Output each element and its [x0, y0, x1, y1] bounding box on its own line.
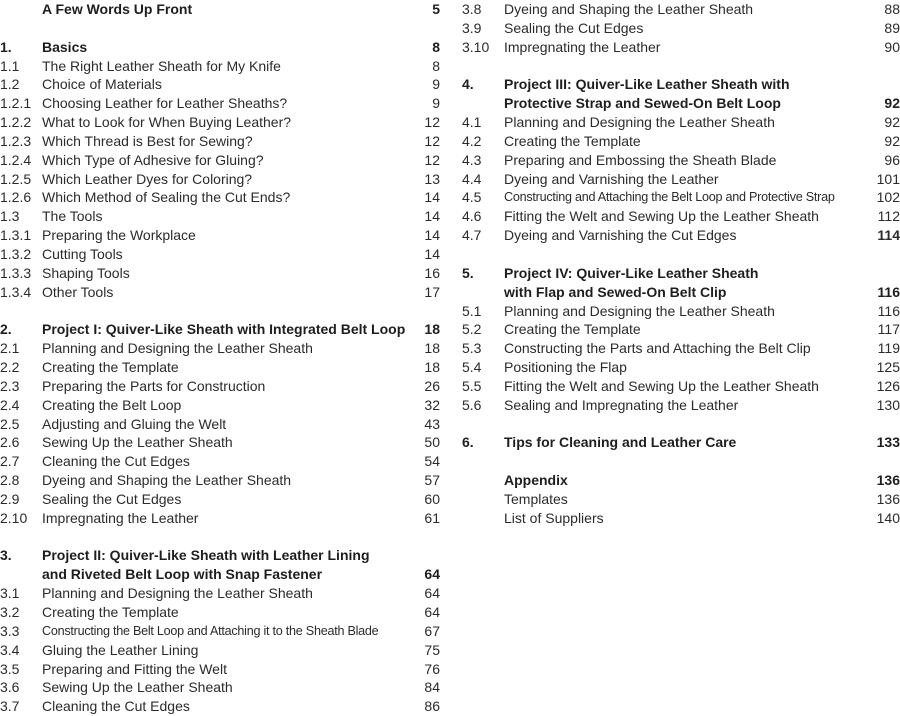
- toc-spacer: [462, 452, 900, 471]
- toc-entry-title: Preparing and Fitting the Welt: [42, 660, 227, 677]
- toc-entry-title: Cleaning the Cut Edges: [42, 698, 190, 715]
- toc-entry-page: 12: [424, 114, 440, 131]
- toc-entry-page: 136: [876, 472, 900, 489]
- toc-entry-title: Project III: Quiver-Like Leather Sheath with: [504, 76, 790, 93]
- toc-entry-number: 2.1: [0, 340, 20, 357]
- toc-entry-title: Choosing Leather for Leather Sheaths?: [42, 95, 288, 112]
- toc-entry[interactable]: [462, 38, 900, 57]
- toc-entry-number: 1.3.3: [0, 264, 32, 281]
- toc-spacer: [462, 415, 900, 434]
- toc-entry-number: 2.5: [0, 415, 20, 432]
- toc-entry[interactable]: [0, 264, 440, 283]
- toc-entry-number: 4.4: [462, 170, 482, 187]
- toc-entry-page: 18: [424, 340, 440, 357]
- toc-entry-title: Sealing the Cut Edges: [42, 490, 182, 507]
- toc-entry-title: Other Tools: [42, 283, 114, 300]
- toc-entry[interactable]: [0, 622, 440, 641]
- toc-entry-title: Which Method of Sealing the Cut Ends?: [42, 189, 291, 206]
- toc-entry-title: Creating the Template: [504, 321, 641, 338]
- toc-entry-title: Appendix: [504, 472, 568, 489]
- toc-entry-title: Impregnating the Leather: [42, 509, 199, 526]
- toc-entry-title: Templates: [504, 490, 568, 507]
- toc-entry-number: 2.8: [0, 472, 20, 489]
- toc-entry-title: What to Look for When Buying Leather?: [42, 114, 292, 131]
- toc-entry-page: 133: [876, 434, 900, 451]
- toc-entry-number: 5.: [462, 264, 474, 281]
- toc-chapter-entry[interactable]: [462, 433, 900, 452]
- toc-entry-title: Planning and Designing the Leather Sheath: [42, 585, 313, 602]
- toc-entry-number: 2.6: [0, 434, 20, 451]
- toc-entry[interactable]: [462, 207, 900, 226]
- toc-entry-page: 101: [876, 170, 900, 187]
- toc-entry-page: 89: [884, 19, 900, 36]
- toc-entry-page: 12: [424, 151, 440, 168]
- toc-entry-page: 18: [424, 321, 440, 338]
- toc-entry-number: 4.3: [462, 151, 482, 168]
- toc-entry-number: 5.4: [462, 359, 482, 376]
- toc-entry-page: 17: [424, 283, 440, 300]
- toc-entry-title: Preparing and Embossing the Sheath Blade: [504, 151, 777, 168]
- toc-entry-title: Creating the Template: [42, 359, 179, 376]
- toc-entry-title: Fitting the Welt and Sewing Up the Leather Sheath: [504, 208, 819, 225]
- toc-entry[interactable]: [462, 0, 900, 19]
- toc-entry-page: 136: [876, 490, 900, 507]
- toc-entry-page: 86: [424, 698, 440, 715]
- toc-entry-title: Impregnating the Leather: [504, 38, 661, 55]
- toc-chapter-entry[interactable]: [0, 0, 440, 19]
- toc-entry-page: 84: [424, 679, 440, 696]
- toc-entry-page: 13: [424, 170, 440, 187]
- toc-entry-number: 1.: [0, 38, 12, 55]
- toc-entry-page: 67: [424, 622, 440, 639]
- toc-entry-title: Choice of Materials: [42, 76, 162, 93]
- toc-entry-number: 1.2: [0, 76, 20, 93]
- toc-entry-title: Constructing the Belt Loop and Attaching it to the Sheath Blade: [42, 623, 379, 638]
- toc-chapter-entry[interactable]: [0, 320, 440, 339]
- toc-entry-page: 12: [424, 132, 440, 149]
- toc-entry-number: 6.: [462, 434, 474, 451]
- toc-entry-page: 116: [877, 302, 900, 319]
- toc-entry[interactable]: [0, 377, 440, 396]
- toc-entry-number: 3.6: [0, 679, 20, 696]
- toc-entry[interactable]: [0, 188, 440, 207]
- toc-entry[interactable]: [462, 188, 900, 207]
- toc-entry-page: 5: [432, 1, 440, 17]
- toc-entry-title: Constructing and Attaching the Belt Loop and Protective Strap: [504, 190, 835, 205]
- toc-entry-number: 4.: [462, 76, 474, 93]
- toc-entry[interactable]: [462, 509, 900, 528]
- toc-entry[interactable]: [0, 433, 440, 452]
- toc-entry[interactable]: [462, 358, 900, 377]
- toc-entry-title: Protective Strap and Sewed-On Belt Loop: [504, 95, 781, 112]
- toc-entry-page: 116: [877, 283, 900, 300]
- toc-entry-page: 90: [884, 38, 900, 55]
- toc-entry-title: Gluing the Leather Lining: [42, 641, 199, 658]
- toc-entry-number: 1.3: [0, 208, 20, 225]
- toc-entry-title: Cleaning the Cut Edges: [42, 453, 190, 470]
- toc-entry-title: Project I: Quiver-Like Sheath with Integrated Belt Loop: [42, 321, 406, 338]
- toc-entry-page: 126: [876, 377, 900, 394]
- toc-chapter-entry[interactable]: [462, 283, 900, 302]
- toc-entry-title: Which Type of Adhesive for Gluing?: [42, 151, 264, 168]
- toc-entry[interactable]: [0, 170, 440, 189]
- toc-spacer: [0, 19, 440, 38]
- toc-entry-page: 54: [424, 453, 440, 470]
- toc-entry-page: 76: [424, 660, 440, 677]
- toc-entry-title: Positioning the Flap: [504, 359, 627, 376]
- toc-entry-number: 4.7: [462, 227, 482, 244]
- toc-entry-title: Planning and Designing the Leather Sheath: [504, 114, 775, 131]
- toc-entry[interactable]: [0, 113, 440, 132]
- toc-entry-number: 1.3.4: [0, 283, 32, 300]
- toc-entry-title: Planning and Designing the Leather Sheath: [504, 302, 775, 319]
- toc-spacer: [462, 245, 900, 264]
- toc-entry-page: 26: [424, 377, 440, 394]
- toc-entry-page: 8: [432, 38, 440, 55]
- toc-entry-number: 5.2: [462, 321, 482, 338]
- toc-entry[interactable]: [462, 132, 900, 151]
- toc-entry-page: 9: [432, 95, 440, 112]
- toc-chapter-entry[interactable]: [462, 471, 900, 490]
- toc-entry-title: Creating the Belt Loop: [42, 396, 182, 413]
- toc-entry[interactable]: [0, 603, 440, 622]
- toc-entry[interactable]: [0, 283, 440, 302]
- toc-entry-title: with Flap and Sewed-On Belt Clip: [504, 283, 727, 300]
- toc-chapter-entry[interactable]: [0, 38, 440, 57]
- toc-entry-title: Sealing the Cut Edges: [504, 19, 644, 36]
- toc-entry-number: 1.3.2: [0, 245, 32, 262]
- toc-entry-number: 1.2.3: [0, 132, 32, 149]
- toc-entry-title: A Few Words Up Front: [42, 1, 193, 17]
- toc-entry[interactable]: [462, 226, 900, 245]
- toc-entry[interactable]: [0, 94, 440, 113]
- toc-entry-page: 9: [432, 76, 440, 93]
- toc-entry[interactable]: [0, 697, 440, 716]
- toc-entry-number: 5.5: [462, 377, 482, 394]
- toc-entry[interactable]: [462, 113, 900, 132]
- toc-entry-number: 3.7: [0, 698, 20, 715]
- toc-entry-title: The Tools: [42, 208, 103, 225]
- toc-entry-number: 2.3: [0, 377, 20, 394]
- toc-entry-page: 114: [877, 227, 900, 244]
- toc-entry-page: 140: [876, 509, 900, 526]
- toc-entry[interactable]: [0, 207, 440, 226]
- toc-entry[interactable]: [0, 396, 440, 415]
- toc-entry-number: 2.10: [0, 509, 28, 526]
- toc-entry-title: Cutting Tools: [42, 245, 123, 262]
- toc-entry-number: 5.1: [462, 302, 482, 319]
- toc-entry[interactable]: [0, 245, 440, 264]
- toc-entry-title: Dyeing and Shaping the Leather Sheath: [504, 1, 754, 17]
- toc-entry-title: Creating the Template: [42, 604, 179, 620]
- toc-entry-page: 60: [424, 490, 440, 507]
- toc-entry-title: Which Thread is Best for Sewing?: [42, 132, 253, 149]
- toc-entry[interactable]: [0, 678, 440, 697]
- toc-entry[interactable]: [462, 490, 900, 509]
- toc-spacer: [462, 57, 900, 76]
- toc-entry-title: Fitting the Welt and Sewing Up the Leather Sheath: [504, 377, 819, 394]
- toc-entry[interactable]: [0, 641, 440, 660]
- toc-entry-page: 50: [424, 434, 440, 451]
- toc-entry-number: 2.: [0, 321, 12, 338]
- toc-entry[interactable]: [0, 339, 440, 358]
- toc-entry-title: Adjusting and Gluing the Welt: [42, 415, 227, 432]
- toc-chapter-entry[interactable]: [462, 264, 900, 283]
- toc-entry-number: 4.6: [462, 208, 482, 225]
- toc-entry-number: 3.: [0, 547, 12, 564]
- toc-entry-page: 64: [424, 604, 440, 620]
- toc-entry-page: 43: [424, 415, 440, 432]
- toc-entry-page: 125: [876, 359, 900, 376]
- toc-entry[interactable]: [462, 170, 900, 189]
- toc-entry-page: 8: [432, 57, 440, 74]
- toc-entry-number: 1.3.1: [0, 227, 32, 244]
- toc-entry-page: 14: [424, 245, 440, 262]
- toc-entry-number: 2.7: [0, 453, 20, 470]
- toc-spacer: [0, 302, 440, 321]
- toc-chapter-entry[interactable]: [462, 75, 900, 94]
- toc-entry-title: Sewing Up the Leather Sheath: [42, 679, 233, 696]
- toc-entry-title: Preparing the Workplace: [42, 227, 196, 244]
- toc-entry[interactable]: [462, 396, 900, 415]
- toc-entry-number: 3.4: [0, 641, 20, 658]
- toc-entry[interactable]: [0, 75, 440, 94]
- toc-entry-page: 102: [876, 189, 900, 206]
- toc-entry[interactable]: [462, 151, 900, 170]
- toc-entry-number: 1.1: [0, 57, 20, 74]
- toc-entry-number: 3.10: [462, 38, 490, 55]
- toc-entry-number: 1.2.5: [0, 170, 32, 187]
- toc-left-column: [0, 0, 440, 716]
- toc-entry-page: 64: [424, 585, 440, 602]
- toc-entry-title: Creating the Template: [504, 132, 641, 149]
- toc-entry-page: 61: [424, 509, 440, 526]
- toc-entry-number: 1.2.6: [0, 189, 32, 206]
- toc-entry-number: 1.2.4: [0, 151, 32, 168]
- toc-entry[interactable]: [0, 358, 440, 377]
- toc-entry[interactable]: [0, 584, 440, 603]
- toc-entry-page: 32: [424, 396, 440, 413]
- toc-entry[interactable]: [0, 132, 440, 151]
- toc-chapter-entry[interactable]: [462, 94, 900, 113]
- toc-entry-number: 3.9: [462, 19, 482, 36]
- toc-entry-page: 18: [424, 359, 440, 376]
- toc-entry-title: Project IV: Quiver-Like Leather Sheath: [504, 264, 759, 281]
- toc-entry-number: 2.9: [0, 490, 20, 507]
- toc-entry[interactable]: [0, 226, 440, 245]
- toc-entry-number: 3.3: [0, 622, 20, 639]
- toc-right-column: [462, 0, 900, 528]
- toc-entry-number: 1.2.1: [0, 95, 32, 112]
- toc-entry-title: The Right Leather Sheath for My Knife: [42, 57, 281, 74]
- toc-entry[interactable]: [462, 377, 900, 396]
- toc-entry-title: Preparing the Parts for Construction: [42, 377, 266, 394]
- toc-entry-page: 14: [424, 189, 440, 206]
- toc-entry-title: Shaping Tools: [42, 264, 130, 281]
- toc-entry[interactable]: [0, 660, 440, 679]
- toc-entry-page: 92: [884, 114, 900, 131]
- toc-entry-number: 1.2.2: [0, 114, 32, 131]
- toc-entry-title: Dyeing and Shaping the Leather Sheath: [42, 472, 292, 489]
- toc-entry-title: Sealing and Impregnating the Leather: [504, 396, 739, 413]
- toc-entry-page: 92: [884, 95, 900, 112]
- toc-entry[interactable]: [0, 57, 440, 76]
- toc-entry-title: and Riveted Belt Loop with Snap Fastener: [42, 566, 323, 583]
- toc-entry-number: 2.4: [0, 396, 20, 413]
- toc-entry-page: 117: [877, 321, 900, 338]
- toc-entry-number: 2.2: [0, 359, 20, 376]
- toc-entry-page: 75: [424, 641, 440, 658]
- toc-entry-title: Which Leather Dyes for Coloring?: [42, 170, 253, 187]
- toc-entry-title: Dyeing and Varnishing the Leather: [504, 170, 719, 187]
- toc-entry-number: 5.6: [462, 396, 482, 413]
- toc-entry[interactable]: [0, 452, 440, 471]
- toc-spacer: [0, 528, 440, 547]
- toc-entry-title: Sewing Up the Leather Sheath: [42, 434, 233, 451]
- toc-entry[interactable]: [462, 320, 900, 339]
- toc-entry[interactable]: [0, 490, 440, 509]
- toc-entry-title: Dyeing and Varnishing the Cut Edges: [504, 227, 737, 244]
- toc-entry-number: 4.2: [462, 132, 482, 149]
- toc-entry-title: Basics: [42, 38, 88, 55]
- toc-entry[interactable]: [0, 151, 440, 170]
- toc-entry-number: 4.1: [462, 114, 482, 131]
- toc-entry-number: 3.8: [462, 1, 482, 17]
- toc-chapter-entry[interactable]: [0, 546, 440, 565]
- toc-entry-page: 112: [877, 208, 900, 225]
- toc-entry-number: 3.5: [0, 660, 20, 677]
- toc-chapter-entry[interactable]: [0, 565, 440, 584]
- toc-entry-page: 96: [884, 151, 900, 168]
- toc-entry-page: 130: [876, 396, 900, 413]
- toc-entry-page: 88: [884, 1, 900, 17]
- toc-entry-page: 16: [424, 264, 440, 281]
- toc-entry-title: Constructing the Parts and Attaching the Belt Clip: [504, 340, 811, 357]
- toc-entry-number: 4.5: [462, 189, 482, 206]
- toc-entry-number: 3.1: [0, 585, 20, 602]
- toc-entry-number: 3.2: [0, 604, 20, 620]
- toc-entry[interactable]: [462, 302, 900, 321]
- toc-entry-page: 92: [884, 132, 900, 149]
- toc-entry-page: 57: [424, 472, 440, 489]
- toc-entry-title: List of Suppliers: [504, 509, 604, 526]
- toc-entry-page: 14: [424, 208, 440, 225]
- toc-entry-page: 14: [424, 227, 440, 244]
- toc-entry-title: Tips for Cleaning and Leather Care: [504, 434, 737, 451]
- toc-entry[interactable]: [462, 19, 900, 38]
- toc-entry[interactable]: [462, 339, 900, 358]
- toc-entry-number: 5.3: [462, 340, 482, 357]
- toc-entry-page: 119: [877, 340, 900, 357]
- toc-entry[interactable]: [0, 471, 440, 490]
- toc-entry[interactable]: [0, 415, 440, 434]
- toc-entry-title: Project II: Quiver-Like Sheath with Leather Lining: [42, 547, 370, 564]
- toc-entry-title: Planning and Designing the Leather Sheath: [42, 340, 313, 357]
- toc-entry[interactable]: [0, 509, 440, 528]
- toc-entry-page: 64: [424, 566, 440, 583]
